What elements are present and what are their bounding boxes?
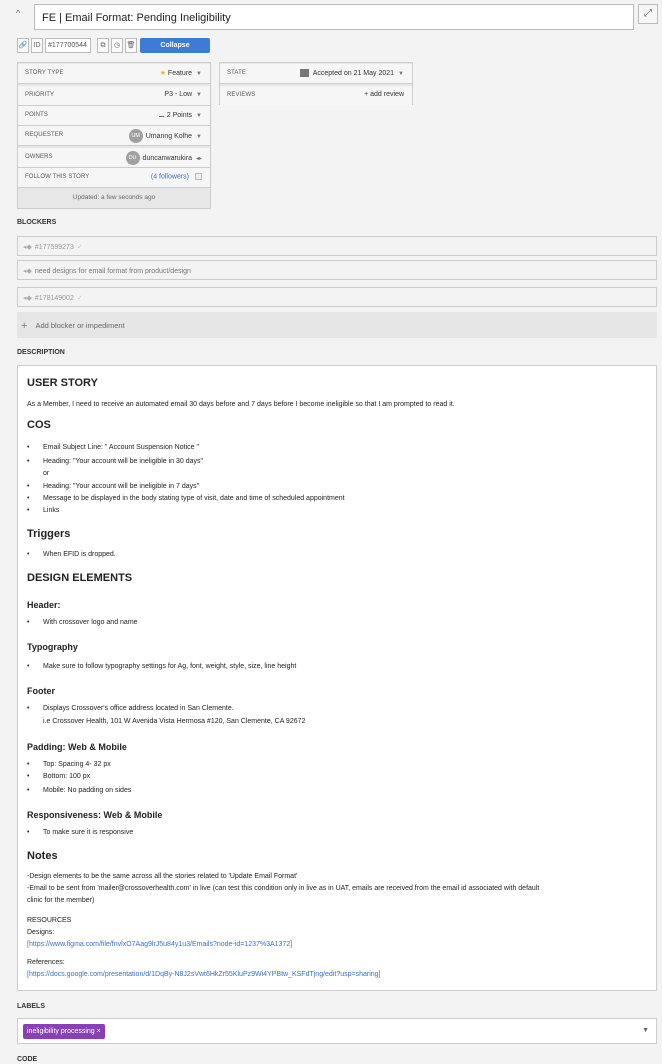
updated-timestamp: Updated: a few seconds ago <box>72 194 156 201</box>
notes-line: clinic for the member) <box>27 897 95 904</box>
requester-value[interactable]: UM Umanng Kolhe ▼ <box>129 129 202 143</box>
collapse-arrow-icon[interactable]: ^ <box>16 8 21 18</box>
header-heading: Header: <box>27 600 61 610</box>
priority-row[interactable] <box>18 86 210 106</box>
collapse-button[interactable]: Collapse <box>140 38 210 53</box>
owners-value[interactable]: DU duncanwarukira ◂▸ <box>126 151 202 165</box>
priority-label: PRIORITY <box>25 92 55 98</box>
requester-row[interactable] <box>18 126 210 146</box>
resources-label: RESOURCES <box>27 917 72 924</box>
cos-or: or <box>43 470 50 477</box>
avatar: DU <box>126 151 140 165</box>
delete-icon[interactable]: 🗑 <box>125 38 137 53</box>
list-item: • Links <box>43 507 59 514</box>
description-heading: DESCRIPTION <box>17 349 65 356</box>
labels-input[interactable] <box>17 1018 657 1044</box>
designs-link[interactable]: [https://www.figma.com/file/fnvlxO7Aag9lrJ5u84y1u3/Emails?node-id=1237%3A1372] <box>27 941 293 948</box>
follow-label: FOLLOW THIS STORY <box>25 174 90 180</box>
references-label: References: <box>27 959 65 966</box>
add-review-link[interactable]: + add review <box>364 91 404 98</box>
code-heading: CODE <box>17 1056 38 1063</box>
blocker-icon: ◂◆ <box>23 295 32 302</box>
priority-value[interactable]: P3 - Low ▼ <box>164 91 202 98</box>
state-panel <box>219 62 413 105</box>
owners-label: OWNERS <box>25 154 53 160</box>
blocker-item[interactable]: ◂◆ #178149002 ✓ <box>17 287 657 307</box>
blocker-icon: ◂◆ <box>23 244 32 251</box>
responsiveness-heading: Responsiveness: Web & Mobile <box>27 810 163 820</box>
check-icon: ✓ <box>76 244 83 251</box>
history-icon[interactable]: ◷ <box>111 38 123 53</box>
blocker-item[interactable]: ◂◆ #177599273 ✓ <box>17 236 657 256</box>
owners-row[interactable] <box>18 148 210 168</box>
list-item: • When EFID is dropped. <box>43 551 116 558</box>
chevron-down-icon: ▼ <box>196 113 202 119</box>
chevron-down-icon[interactable]: ▼ <box>642 1027 649 1034</box>
list-item: • Bottom: 100 px <box>43 773 90 780</box>
state-value[interactable]: Accepted on 21 May 2021 ▼ <box>300 69 404 77</box>
labels-heading: LABELS <box>17 1003 45 1010</box>
list-item: • Email Subject Line: " Account Suspension Notice " <box>43 444 199 451</box>
follow-row <box>18 168 210 188</box>
story-title-input[interactable]: FE | Email Format: Pending Ineligibility <box>34 4 634 30</box>
list-item: • Top: Spacing 4- 32 px <box>43 761 111 768</box>
list-item: • With crossover logo and name <box>43 619 138 626</box>
calendar-icon <box>300 69 309 77</box>
chevron-down-icon: ▼ <box>196 133 202 140</box>
cos-heading: COS <box>27 419 51 431</box>
reviews-label: REVIEWS <box>227 92 256 98</box>
points-label: POINTS <box>25 112 48 118</box>
chevron-updown-icon: ◂▸ <box>195 155 202 162</box>
points-row[interactable] <box>18 106 210 126</box>
check-icon: ✓ <box>76 295 83 302</box>
footer-heading: Footer <box>27 686 55 696</box>
chevron-down-icon: ▼ <box>196 92 202 98</box>
follow-checkbox[interactable] <box>195 173 202 180</box>
blocker-item[interactable]: ◂◆ need designs for email format from product/design <box>17 260 657 280</box>
state-label: STATE <box>227 70 246 76</box>
designs-label: Designs: <box>27 929 55 936</box>
list-item: • Heading: "Your account will be ineligible in 30 days" <box>43 458 203 465</box>
follow-value[interactable] <box>151 173 202 180</box>
label-tag[interactable]: ineligibility processing × <box>23 1024 105 1039</box>
list-item: • Make sure to follow typography settings for Ag, font, weight, style, size, line height <box>43 663 296 670</box>
triggers-heading: Triggers <box>27 528 71 540</box>
add-blocker-button[interactable]: + Add blocker or impediment <box>17 312 657 338</box>
references-link[interactable]: [https://docs.google.com/presentation/d/1DqBy-N8J2sVwt6HkZr55KluPz9Wi4YPBtw_KSFdTjng/edit?usp=sharing] <box>27 971 381 978</box>
expand-icon[interactable]: ⤢ <box>638 4 658 24</box>
state-row[interactable] <box>220 64 412 84</box>
story-details-panel <box>17 62 211 209</box>
notes-heading: Notes <box>27 850 58 862</box>
list-item: • Displays Crossover's office address located in San Clemente. <box>43 705 234 712</box>
story-id-field[interactable]: #177700544 <box>45 38 91 53</box>
points-icon: ⚊ <box>158 112 165 119</box>
plus-icon: + <box>21 320 28 332</box>
clone-icon[interactable]: ⧉ <box>97 38 109 53</box>
description-content[interactable] <box>17 365 657 991</box>
followers-link[interactable]: (4 followers) <box>150 173 189 181</box>
padding-heading: Padding: Web & Mobile <box>27 742 127 752</box>
blockers-heading: BLOCKERS <box>17 219 57 226</box>
user-story-text: As a Member, I need to receive an automated email 30 days before and 7 days before I become ineligible so that I am prompted to read it. <box>27 401 455 408</box>
star-icon: ★ <box>159 70 166 77</box>
title-row <box>0 0 662 34</box>
story-type-row[interactable] <box>18 64 210 84</box>
typography-heading: Typography <box>27 642 78 652</box>
chevron-down-icon: ▼ <box>398 70 404 77</box>
design-elements-heading: DESIGN ELEMENTS <box>27 572 133 584</box>
list-item: • Mobile: No padding on sides <box>43 787 131 794</box>
notes-line: -Design elements to be the same across all the stories related to 'Update Email Format' <box>27 873 298 880</box>
list-item: • To make sure it is responsive <box>43 829 133 836</box>
list-item: • Heading: "Your account will be ineligible in 7 days" <box>43 483 199 490</box>
list-item: • Message to be displayed in the body stating type of visit, date and time of scheduled appointment <box>43 495 345 502</box>
story-type-value[interactable]: ★ Feature ▼ <box>159 70 202 77</box>
chevron-down-icon: ▼ <box>196 71 202 77</box>
footer-address: i.e Crossover Health, 101 W Avenida Vista Hermosa #120, San Clemente, CA 92672 <box>43 718 306 725</box>
avatar: UM <box>129 129 143 143</box>
link-icon[interactable]: 🔗 <box>17 38 29 53</box>
story-type-label: STORY TYPE <box>25 70 64 76</box>
notes-line: -Email to be sent from 'mailer@crossoverhealth.com' in live (can test this condition only in live as in UAT, emails are received from the email id associated with default <box>27 885 540 892</box>
blocker-icon: ◂◆ <box>23 268 32 275</box>
requester-label: REQUESTER <box>25 132 64 138</box>
user-story-heading: USER STORY <box>27 377 98 389</box>
reviews-row <box>220 86 412 106</box>
id-label[interactable]: ID <box>31 38 43 53</box>
points-value[interactable]: ⚊ 2 Points ▼ <box>158 112 202 119</box>
